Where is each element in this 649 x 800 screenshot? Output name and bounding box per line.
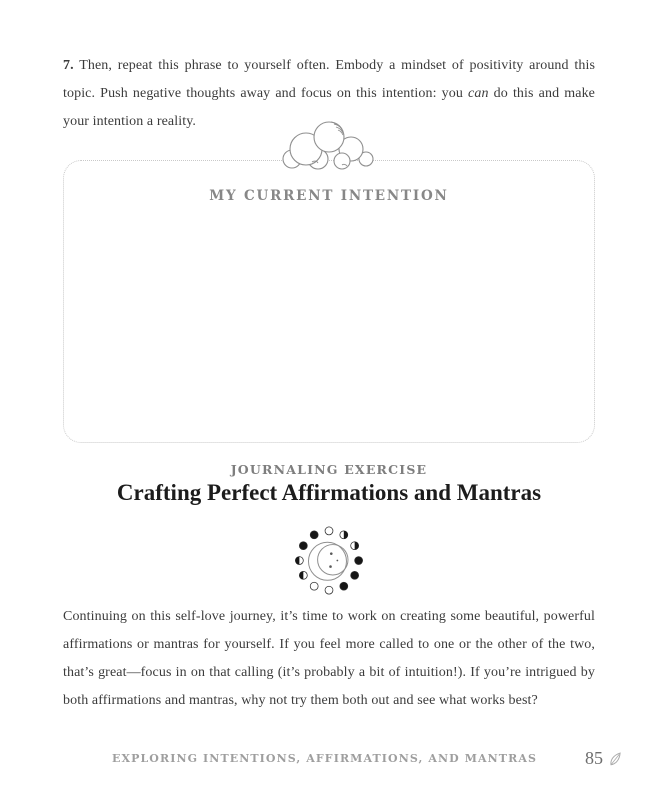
intro-paragraph: 7. Then, repeat this phrase to yourself often. Embody a mindset of positivity around this topic. Push negative thoughts away and focus on this intention: you can do this and make your intention a reality.	[63, 58, 595, 129]
page-footer	[0, 748, 649, 778]
leaf-icon	[607, 750, 623, 768]
body-paragraph: Continuing on this self-love journey, it’s time to work on creating some beautiful, powerful affirmations or mantras for yourself. If you feel more called to one or the other of the two, that’s great—focus in on that calling (it’s probably a bit of intuition!). If you’re intrigued by both affirmations and mantras, why not try them both out and see what works best?	[63, 609, 595, 709]
moon-phases-icon	[291, 521, 367, 597]
exercise-title: Crafting Perfect Affirmations and Mantras	[116, 480, 542, 505]
moon-phase-ring	[295, 527, 362, 594]
intention-box	[63, 160, 595, 443]
intention-box-label: MY CURRENT INTENTION	[209, 188, 449, 204]
exercise-kicker: JOURNALING EXERCISE	[230, 462, 428, 477]
intention-section	[63, 160, 595, 443]
cloud-icon	[254, 116, 404, 178]
page-number: 85	[585, 748, 603, 768]
page-number-group	[585, 748, 623, 769]
running-head: EXPLORING INTENTIONS, AFFIRMATIONS, AND MANTRAS	[111, 752, 538, 765]
moon-illustration-wrap	[63, 521, 595, 597]
